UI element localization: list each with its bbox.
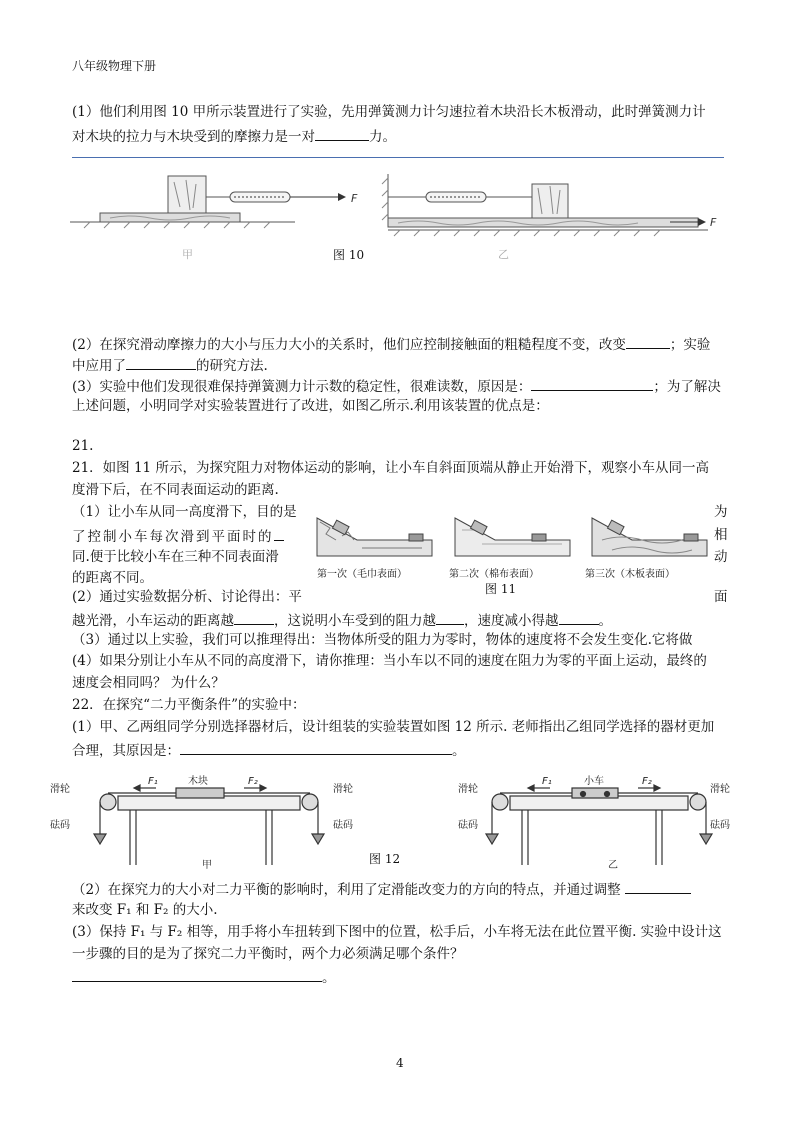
force-label-left: F bbox=[351, 192, 358, 205]
f1-label-right: F₁ bbox=[542, 776, 552, 787]
q22-part1-line2 bbox=[72, 740, 466, 760]
q20-part1-line1: (1）他们利用图 10 甲所示装置进行了实验，先用弹簧测力计匀速拉着木块沿长木板滑动，此时弹簧测力计 bbox=[72, 104, 706, 120]
figure-11 bbox=[312, 510, 717, 570]
force-label-right: F bbox=[710, 216, 717, 229]
q21-part1-line2 bbox=[72, 526, 284, 546]
q21-part3: （3）通过以上实验，我们可以推理得出：当物体所受的阻力为零时，物体的速度将不会发生变化.它将做 bbox=[72, 632, 693, 648]
weight-label-right-2: 砝码 bbox=[710, 820, 730, 831]
page-number: 4 bbox=[396, 1056, 404, 1070]
f2-label-right: F₂ bbox=[642, 776, 652, 787]
q21-part4-line1: (4）如果分别让小车从不同的高度滑下，请你推理：当小车以不同的速度在阻力为零的平面上运动，最终的 bbox=[72, 653, 707, 669]
f1-label-left: F₁ bbox=[148, 776, 158, 787]
q20-part3-line1 bbox=[72, 376, 721, 396]
pulley-label-left-1: 滑轮 bbox=[50, 784, 70, 795]
q20-part1-end: 力。 bbox=[369, 129, 396, 145]
q22-part2-line1 bbox=[72, 879, 691, 899]
q20-part2-method-end: 的研究方法. bbox=[196, 358, 268, 374]
q20-part2-text: (2）在探究滑动摩擦力的大小与压力大小的关系时，他们应控制接触面的粗糙程度不变，改变 bbox=[72, 337, 626, 353]
answer-blank[interactable] bbox=[234, 610, 274, 625]
q21-part1-line1-right: 为 bbox=[714, 504, 728, 520]
figure-11-third bbox=[592, 518, 707, 556]
page-header: 八年级物理下册 bbox=[72, 59, 157, 73]
q21-part2-line1-right: 面 bbox=[714, 589, 728, 605]
answer-blank[interactable] bbox=[315, 126, 369, 141]
q21-part2-text4: 。 bbox=[598, 613, 612, 629]
figure-10-right bbox=[382, 174, 708, 236]
figure-11-caption-3: 第三次（木板表面） bbox=[585, 569, 675, 580]
answer-blank[interactable] bbox=[531, 376, 653, 391]
q21-part2-line1: (2）通过实验数据分析、讨论得出：平 bbox=[72, 589, 302, 605]
pulley-label-right-2: 滑轮 bbox=[710, 784, 730, 795]
q20-part3-text-end: ；为了解决 bbox=[653, 379, 721, 395]
q21-part1-text: 了控制小车每次滑到平面时的 bbox=[72, 529, 274, 545]
figure-12-label-left: 甲 bbox=[202, 860, 212, 870]
figure-12-label-right: 乙 bbox=[608, 860, 618, 870]
answer-blank[interactable] bbox=[126, 355, 196, 370]
figure-10 bbox=[70, 170, 730, 270]
q21-part4-line2: 速度会相同吗？ 为什么？ bbox=[72, 675, 225, 691]
q22-part3-line2: 一步骤的目的是为了探究二力平衡时，两个力必须满足哪个条件？ bbox=[72, 946, 464, 962]
q20-part3-text: (3）实验中他们发现很难保持弹簧测力计示数的稳定性，很难读数，原因是： bbox=[72, 379, 532, 395]
q22-part1-line1: (1）甲、乙两组同学分别选择器材后，设计组装的实验装置如图 12 所示. 老师指出乙组同学选择的器材更加 bbox=[72, 719, 715, 735]
figure-10-label-right: 乙 bbox=[498, 248, 509, 261]
q21-intro-line1: 21．如图 11 所示，为探究阻力对物体运动的影响，让小车自斜面顶端从静止开始滑下，观察小车从同一高 bbox=[72, 460, 709, 476]
q20-part1-text: 对木块的拉力与木块受到的摩擦力是一对 bbox=[72, 129, 315, 145]
q20-part2-text-end: ；实验 bbox=[669, 337, 711, 353]
f2-label-left: F₂ bbox=[248, 776, 258, 787]
figure-11-caption-1: 第一次（毛巾表面） bbox=[317, 569, 407, 580]
figure-11-second bbox=[455, 518, 570, 556]
figure-10-left bbox=[70, 176, 346, 228]
figure-11-first bbox=[317, 518, 432, 556]
q21-part2-line2 bbox=[72, 610, 612, 630]
q20-part3-line2: 上述问题，小明同学对实验装置进行了改进，如图乙所示.利用该装置的优点是： bbox=[72, 398, 549, 414]
answer-blank[interactable] bbox=[274, 526, 284, 541]
answer-blank[interactable] bbox=[72, 967, 322, 982]
block-label: 木块 bbox=[188, 776, 208, 787]
q20-part1-line2 bbox=[72, 126, 396, 146]
q20-part2-method: 中应用了 bbox=[72, 358, 126, 374]
q21-part1-line4: 的距离不同。 bbox=[72, 570, 153, 586]
answer-blank[interactable] bbox=[625, 879, 691, 894]
pulley-label-left-2: 滑轮 bbox=[333, 784, 353, 795]
answer-blank[interactable] bbox=[180, 740, 452, 755]
figure-10-caption: 图 10 bbox=[333, 248, 365, 262]
q22-part1-end: 。 bbox=[452, 743, 466, 759]
weight-label-right-1: 砝码 bbox=[458, 820, 478, 831]
q22-intro: 22．在探究“二力平衡条件”的实验中： bbox=[72, 697, 306, 713]
divider-line bbox=[72, 157, 724, 158]
answer-blank[interactable] bbox=[436, 610, 464, 625]
q22-part3-line1: (3）保持 F₁ 与 F₂ 相等，用手将小车扭转到下图中的位置，松手后，小车将无法在此位置平衡. 实验中设计这 bbox=[72, 924, 722, 940]
weight-label-left-2: 砝码 bbox=[333, 820, 353, 831]
q21-part1-line3-right: 动 bbox=[714, 549, 728, 565]
q21-intro-line2: 度滑下后，在不同表面运动的距离. bbox=[72, 482, 279, 498]
q21-part1-line1: （1）让小车从同一高度滑下，目的是 bbox=[72, 504, 297, 520]
figure-11-title: 图 11 bbox=[485, 582, 517, 596]
figure-12-caption: 图 12 bbox=[369, 852, 401, 866]
figure-12-right bbox=[486, 785, 712, 865]
q22-part3-end: 。 bbox=[322, 970, 336, 986]
answer-blank[interactable] bbox=[626, 334, 670, 349]
q21-part2-text2: ，这说明小车受到的阻力越 bbox=[274, 613, 436, 629]
q22-part1-text: 合理，其原因是： bbox=[72, 743, 180, 759]
q21-number: 21. bbox=[72, 438, 94, 454]
cart-label: 小车 bbox=[584, 776, 604, 787]
figure-10-label-left: 甲 bbox=[182, 248, 193, 261]
q21-part2-text3: ，速度减小得越 bbox=[464, 613, 559, 629]
figure-12-left bbox=[94, 785, 324, 865]
q20-part2-line2 bbox=[72, 355, 268, 375]
weight-label-left-1: 砝码 bbox=[50, 820, 70, 831]
q22-part3-line3 bbox=[72, 967, 336, 987]
q20-part2-line1 bbox=[72, 334, 710, 354]
q21-part1-line2-right: 相 bbox=[714, 527, 728, 543]
pulley-label-right-1: 滑轮 bbox=[458, 784, 478, 795]
q22-part2-text: （2）在探究力的大小对二力平衡的影响时，利用了定滑能改变力的方向的特点，并通过调整 bbox=[72, 882, 621, 898]
answer-blank[interactable] bbox=[559, 610, 599, 625]
q21-part1-line3: 同.便于比较小车在三种不同表面滑 bbox=[72, 549, 279, 565]
q21-part2-text: 越光滑，小车运动的距离越 bbox=[72, 613, 234, 629]
figure-11-caption-2: 第二次（棉布表面） bbox=[449, 569, 539, 580]
q22-part2-line2: 来改变 F₁ 和 F₂ 的大小. bbox=[72, 902, 218, 918]
